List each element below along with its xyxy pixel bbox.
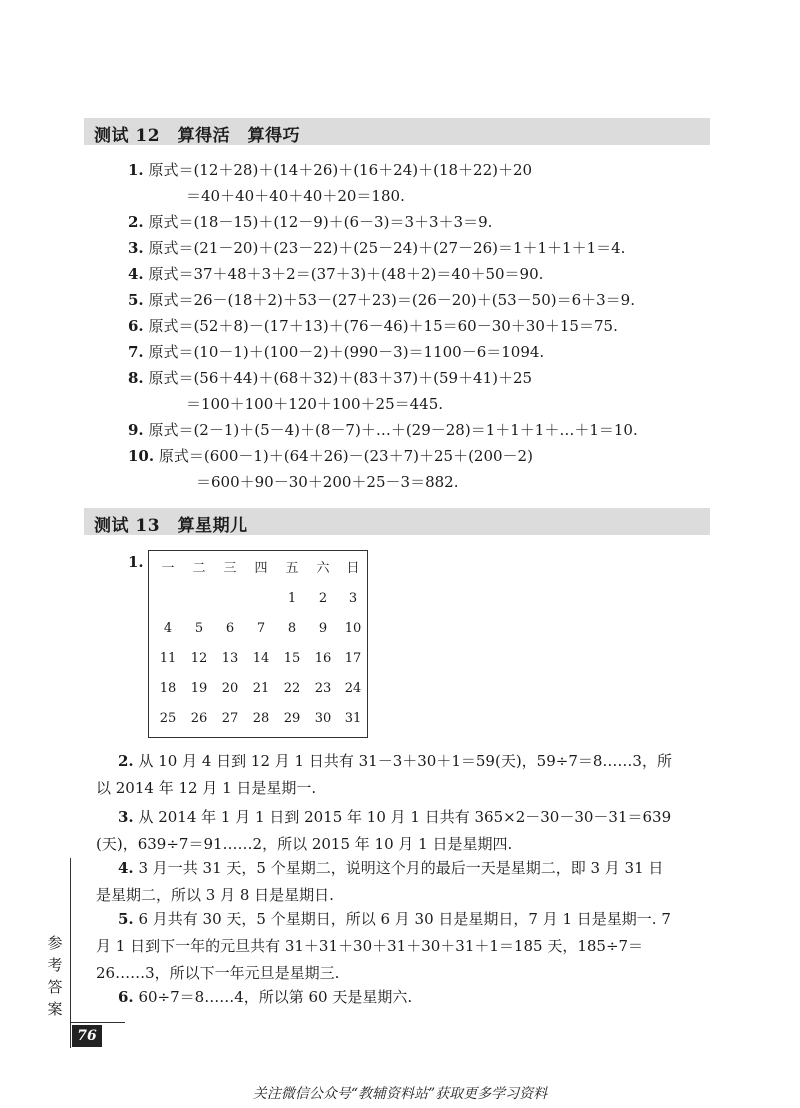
calendar-day: 2	[318, 591, 328, 606]
side-rule	[70, 858, 71, 1048]
calendar-day: 25	[159, 711, 177, 726]
calendar-day: 17	[344, 651, 362, 666]
calendar-weekday-header: 一	[161, 561, 175, 576]
list-item: 2. 原式＝(18－15)＋(12－9)＋(6－3)＝3＋3＋3＝9.	[128, 213, 493, 231]
calendar-day: 21	[252, 681, 270, 696]
calendar-day: 10	[344, 621, 362, 636]
calendar-table	[148, 550, 368, 738]
list-item-continuation: ＝40＋40＋40＋40＋20＝180.	[186, 187, 405, 205]
calendar-day: 5	[194, 621, 204, 636]
list-item-continuation: ＝100＋100＋120＋100＋25＝445.	[186, 395, 444, 413]
list-item: 5. 原式＝26－(18＋2)＋53－(27＋23)＝(26－20)＋(53－50)＝6＋3＝9.	[128, 291, 635, 309]
list-item: 9. 原式＝(2－1)＋(5－4)＋(8－7)＋…＋(29－28)＝1＋1＋1＋…＋1＝10.	[128, 421, 638, 439]
list-item: 3. 原式＝(21－20)＋(23－22)＋(25－24)＋(27－26)＝1＋1＋1＋1＝4.	[128, 239, 626, 257]
list-item: 8. 原式＝(56＋44)＋(68＋32)＋(83＋37)＋(59＋41)＋25	[128, 369, 533, 387]
calendar-day: 1	[287, 591, 297, 606]
page-rule	[70, 1022, 125, 1023]
calendar-weekday-header: 三	[223, 561, 237, 576]
calendar-day: 31	[344, 711, 362, 726]
list-item: 7. 原式＝(10－1)＋(100－2)＋(990－3)＝1100－6＝1094.	[128, 343, 545, 361]
calendar-day: 4	[163, 621, 173, 636]
calendar-day: 9	[318, 621, 328, 636]
calendar-day: 26	[190, 711, 208, 726]
list-item: 10. 原式＝(600－1)＋(64＋26)－(23＋7)＋25＋(200－2)	[128, 447, 533, 465]
list-item: 4. 原式＝37＋48＋3＋2＝(37＋3)＋(48＋2)＝40＋50＝90.	[128, 265, 544, 283]
question-number: 1.	[128, 553, 144, 571]
section-header-test13	[84, 508, 710, 535]
list-item: 1. 原式＝(12＋28)＋(14＋26)＋(16＋24)＋(18＋22)＋20	[128, 161, 533, 179]
calendar-day: 11	[159, 651, 177, 666]
section-header-test12	[84, 118, 710, 145]
list-item-continuation: ＝600＋90－30＋200＋25－3＝882.	[196, 473, 459, 491]
calendar-day: 24	[344, 681, 362, 696]
calendar-day: 22	[283, 681, 301, 696]
calendar-day: 12	[190, 651, 208, 666]
calendar-weekday-header: 二	[192, 561, 206, 576]
calendar-day: 16	[314, 651, 332, 666]
section-title: 测试 12 算得活 算得巧	[94, 126, 301, 146]
calendar-day: 29	[283, 711, 301, 726]
calendar-day: 15	[283, 651, 301, 666]
calendar-day: 30	[314, 711, 332, 726]
footer-note: 关注微信公众号“教辅资料站”获取更多学习资料	[252, 1086, 548, 1102]
section-title: 测试 13 算星期儿	[94, 516, 248, 536]
side-label: 参 考 答 案	[47, 934, 63, 1018]
calendar-day: 3	[348, 591, 358, 606]
calendar-day: 27	[221, 711, 239, 726]
calendar-day: 7	[256, 621, 266, 636]
calendar-weekday-header: 五	[285, 561, 299, 576]
calendar-weekday-header: 六	[316, 561, 330, 576]
calendar-day: 19	[190, 681, 208, 696]
calendar-day: 28	[252, 711, 270, 726]
calendar-day: 14	[252, 651, 270, 666]
calendar-day: 18	[159, 681, 177, 696]
page-number: 76	[72, 1025, 102, 1047]
list-item: 6. 原式＝(52＋8)－(17＋13)＋(76－46)＋15＝60－30＋30＋15＝75.	[128, 317, 618, 335]
calendar-day: 6	[225, 621, 235, 636]
calendar-day: 23	[314, 681, 332, 696]
calendar-weekday-header: 四	[254, 561, 268, 576]
calendar-day: 8	[287, 621, 297, 636]
calendar-weekday-header: 日	[346, 561, 360, 576]
calendar-day: 20	[221, 681, 239, 696]
calendar-day: 13	[221, 651, 239, 666]
